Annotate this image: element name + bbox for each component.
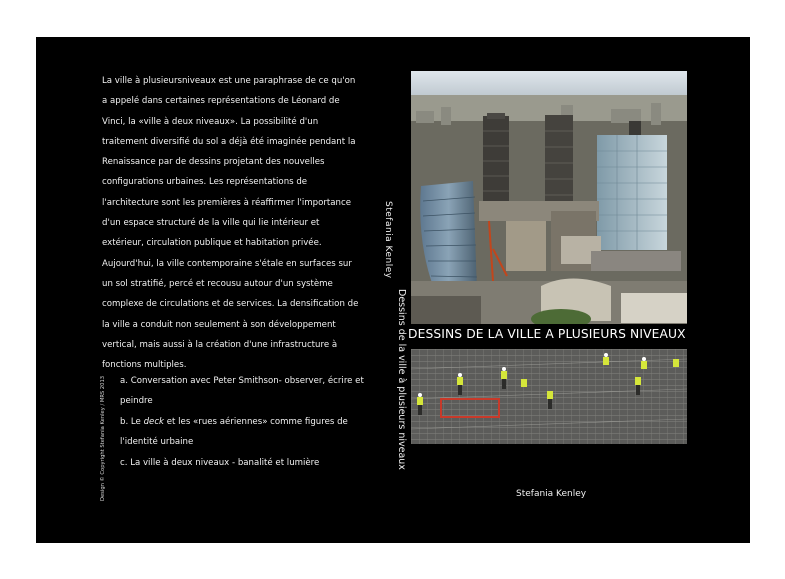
toc-item <box>120 412 370 453</box>
toc-item-italic: deck <box>143 416 165 427</box>
spine-author: Stefania Kenley <box>383 201 393 279</box>
toc-item <box>120 371 370 412</box>
toc-item-text: c. La ville à deux niveaux - banalité et lumière <box>120 457 320 468</box>
city-skyline-photo <box>411 71 687 324</box>
table-of-contents <box>120 371 370 473</box>
front-cover-author: Stefania Kenley <box>516 489 587 499</box>
copyright-notice: Design © Copyright Stefania Kenley / MRS 2013 <box>100 375 106 501</box>
spine-title: Dessins de la ville à plusieurs niveaux <box>396 289 407 470</box>
toc-item <box>120 453 370 473</box>
toc-item-text-end: et les «rues aériennes» comme figures de l'identité urbaine <box>120 416 348 448</box>
toc-item-text: a. Conversation avec Peter Smithson- observer, écrire et peindre <box>120 376 364 407</box>
book-cover-spread <box>36 37 750 543</box>
back-cover-description: La ville à plusieursniveaux est une paraphrase de ce qu'on a appelé dans certaines représentations de Léonard de Vinci, la «ville à deux niveaux». La possibilité d'un traitement diversifié du sol a déjà été imaginée pendant la Renaissance par de dessins projetant des nouvelles configurations urbaines. Les représentations de l'architecture sont les premières à réaffirmer l'importance d'un espace structuré de la ville qui lie intérieur et extérieur, circulation publique et habitation privée. Aujourd'hui, la ville contemporaine s'étale en surfaces sur un sol stratifié, percé et recousu autour d'un système complexe de circulations et de services. La densification de la ville a conduit non seulement à son développement vertical, mais aussi à la création d'une infrastructure à fonctions multiples. <box>102 76 359 371</box>
front-cover-title: DESSINS DE LA VILLE A PLUSIEURS NIVEAUX <box>408 327 686 341</box>
toc-item-text: b. Le <box>120 416 144 427</box>
construction-rebar-photo <box>411 349 687 444</box>
